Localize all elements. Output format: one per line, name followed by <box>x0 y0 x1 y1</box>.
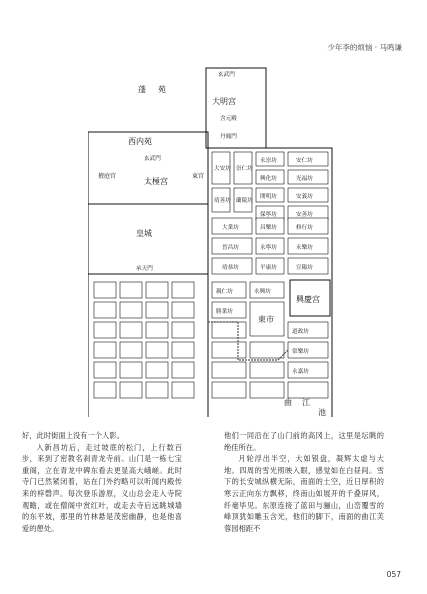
ward-label: 常樂坊 <box>292 349 309 355</box>
ward-label: 崇仁坊 <box>236 166 253 172</box>
map-label-taiji: 太極宫 <box>144 177 168 186</box>
ward-label: 靖善坊 <box>214 198 231 204</box>
ward-label: 平康坊 <box>260 265 277 271</box>
ward-label: 光福坊 <box>296 176 313 182</box>
ward-label: 親仁坊 <box>216 289 233 295</box>
map-label-qu: 曲 <box>284 398 292 407</box>
ward-label: 永興坊 <box>254 289 271 295</box>
changan-city-map <box>88 60 336 417</box>
map-label-east-market: 東市 <box>258 315 274 324</box>
map-label-chengtian: 承天門 <box>136 266 153 272</box>
map-label-west-inner-park: 西内苑 <box>128 137 152 146</box>
ward-label: 永寧坊 <box>260 245 277 251</box>
map-label-chi: 池 <box>318 408 326 417</box>
ward-label: 修行坊 <box>296 225 313 231</box>
map-label-xingqing: 興慶宫 <box>296 295 320 304</box>
text-column-left <box>22 430 182 534</box>
ward-label: 安仁坊 <box>296 158 313 164</box>
paragraph: 入新昌坊后，走过坡底的松门，上行数百步，来到了密教名刹青龙寺前。山门是一栋七宝重阁，立在青龙中碑东看去更显高大峨嵯。此时寺门已然紧闭着，站在门外约略可以听闻内殿传来的梓磬声。每次登乐游原，义山总会走入寺院观瞻，或在僧阁中赏红叶，或走去寺后远眺城墙的东平坡，那里的竹林悬是茂密幽静，也是他喜爱的憩处。 <box>22 442 182 533</box>
map-label-jiang: 江 <box>302 398 310 407</box>
ward-label: 道政坊 <box>292 329 309 335</box>
map-label-yuan: 苑 <box>158 85 166 94</box>
ward-label: 興化坊 <box>260 176 277 182</box>
paragraph: 好，此时街面上没有一个人影。 <box>22 431 125 440</box>
map-label-peng: 蓬 <box>138 85 146 94</box>
ward-label: 永樂坊 <box>296 245 313 251</box>
map-label-donggong: 東宫 <box>192 173 205 180</box>
running-header: 少年李的烦恼 · 马鸣谦 <box>327 43 402 52</box>
map-label-daming: 大明宫 <box>212 97 236 106</box>
ward-label: 開明坊 <box>260 194 277 200</box>
ward-label: 安善坊 <box>296 212 313 218</box>
map-label-danfeng: 丹鳳門 <box>220 134 237 140</box>
page-number: 057 <box>386 570 401 579</box>
ward-label: 蘭陵坊 <box>236 198 253 204</box>
ward-label: 靖恭坊 <box>222 265 239 271</box>
map-label-xuanwu-gate: 玄武門 <box>144 156 161 162</box>
ward-label: 勝業坊 <box>216 309 233 315</box>
ward-label: 大業坊 <box>222 225 239 231</box>
ward-label: 宣陽坊 <box>296 265 313 271</box>
ward-label: 安義坊 <box>296 194 313 200</box>
map-label-hanyuan: 含元殿 <box>220 116 237 122</box>
ward-label: 永崇坊 <box>260 158 277 164</box>
map-label-yeting: 掖庭宫 <box>98 173 117 180</box>
ward-label: 大安坊 <box>214 166 231 172</box>
map-label-imperial-city: 皇城 <box>136 229 152 238</box>
ward-label: 晉昌坊 <box>222 245 239 251</box>
ward-label: 保寧坊 <box>260 212 277 218</box>
text-column-right <box>224 430 384 534</box>
map-label-xuanwu-north: 玄武門 <box>218 72 235 78</box>
paragraph: 月轮浮出半空，大如银盘，凝辉太虚与大地。四周的雪光照映入眼，感觉如在白昼间。雪下的长安城纵横无际，南面的土空，近日厚积的寒云正向东方飘移，终南山如展开的千叠屏风，纤毫毕见。东原连接了蓝田与骊山，山峦覆雪的峰顶犹如雕玉含光，他们的脚下，南面的曲江芙蓉园相距不 <box>224 454 384 533</box>
ward-label: 永嘉坊 <box>292 369 309 375</box>
paragraph: 他们一同沿在了山门前的高冈上，这里是坛眺的绝佳所在。 <box>224 431 384 452</box>
ward-label: 昌樂坊 <box>260 225 277 231</box>
